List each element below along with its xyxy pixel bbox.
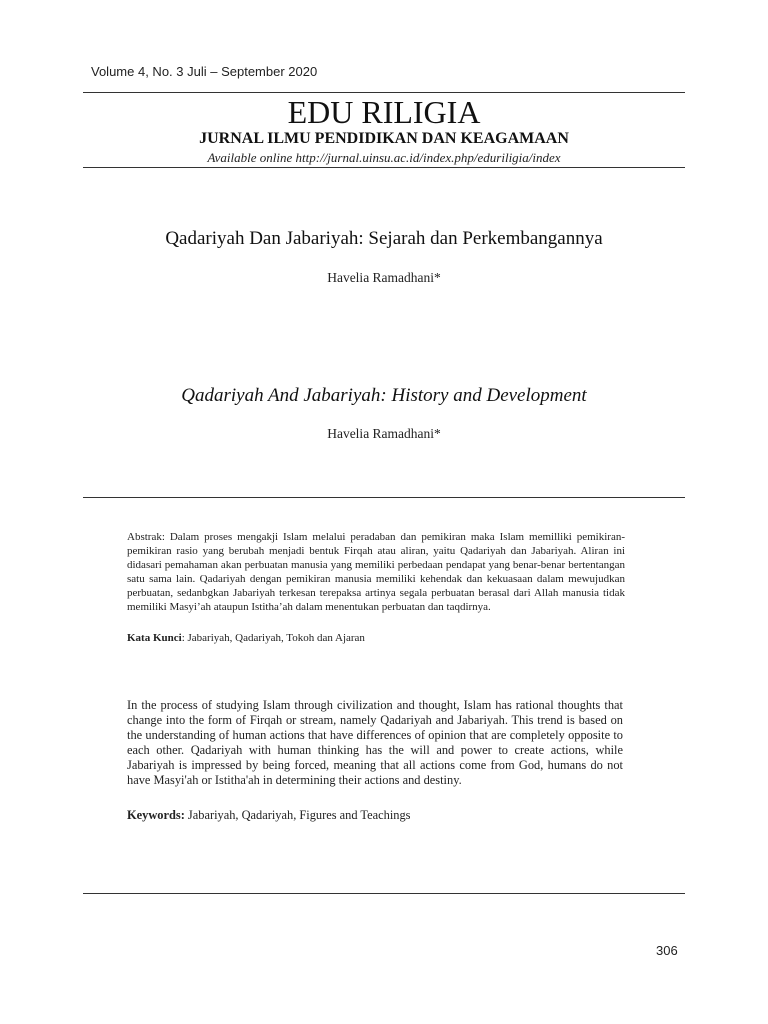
journal-subtitle: JURNAL ILMU PENDIDIKAN DAN KEAGAMAAN — [199, 130, 569, 147]
article-title-english: Qadariyah And Jabariyah: History and Development — [181, 385, 587, 406]
footer-rule — [83, 893, 685, 894]
keywords-english-label: Keywords: — [127, 808, 185, 822]
page-number: 306 — [656, 943, 678, 958]
header-top-rule — [83, 92, 685, 93]
keywords-english-values: Jabariyah, Qadariyah, Figures and Teachings — [184, 808, 411, 822]
keywords-english — [127, 808, 410, 823]
author-name-english: Havelia Ramadhani* — [327, 426, 441, 441]
section-divider-rule — [83, 497, 685, 498]
keywords-indonesian-values: : Jabariyah, Qadariyah, Tokoh dan Ajaran — [181, 632, 365, 644]
volume-issue-line: Volume 4, No. 3 Juli – September 2020 — [91, 64, 318, 79]
author-name-indonesian: Havelia Ramadhani* — [327, 270, 441, 285]
journal-name: EDU RILIGIA — [287, 94, 481, 130]
keywords-indonesian-label: Kata Kunci — [127, 632, 182, 644]
article-title-indonesian: Qadariyah Dan Jabariyah: Sejarah dan Perkembangannya — [165, 228, 603, 249]
header-bottom-rule — [83, 167, 685, 168]
keywords-indonesian — [127, 632, 365, 644]
journal-availability-url: Available online http://jurnal.uinsu.ac.id/index.php/eduriligia/index — [207, 150, 561, 165]
abstract-english: In the process of studying Islam through civilization and thought, Islam has rational thoughts that change into the form of Firqah or stream, namely Qadariyah and Jabariyah. This trend is based on the understanding of human actions that have differences of opinion that are completely opposite to each other. Qadariyah with human thinking has the will and power to create actions, while Jabariyah is impressed by being forced, meaning that all actions come from God, humans do not have Masyi'ah or Istitha'ah in determining their actions and destiny. — [127, 698, 623, 788]
abstract-indonesian: Abstrak: Dalam proses mengakji Islam melalui peradaban dan pemikiran maka Islam memilliki pemikiran-pemikiran rasio yang berubah menjadi bentuk Firqah atau aliran, yaitu Qadariyah dan Jabariyah. Aliran ini didasari pemahaman akan perbuatan manusia yang memiliki perbedaan pendapat yang benar-benar bertentangan satu sama lain. Qadariyah dengan pemikiran manusia memiliki kehendak dan kekuasaan dalam mewujudkan perbuatan, sedanbgkan Jabariyah terkesan terepaksa artinya segala perbuatan berasal dari Allah manusia tidak memiliki Masyi’ah ataupun Istitha’ah dalam menentukan perbuatan dan taqdirnya. — [127, 531, 625, 614]
